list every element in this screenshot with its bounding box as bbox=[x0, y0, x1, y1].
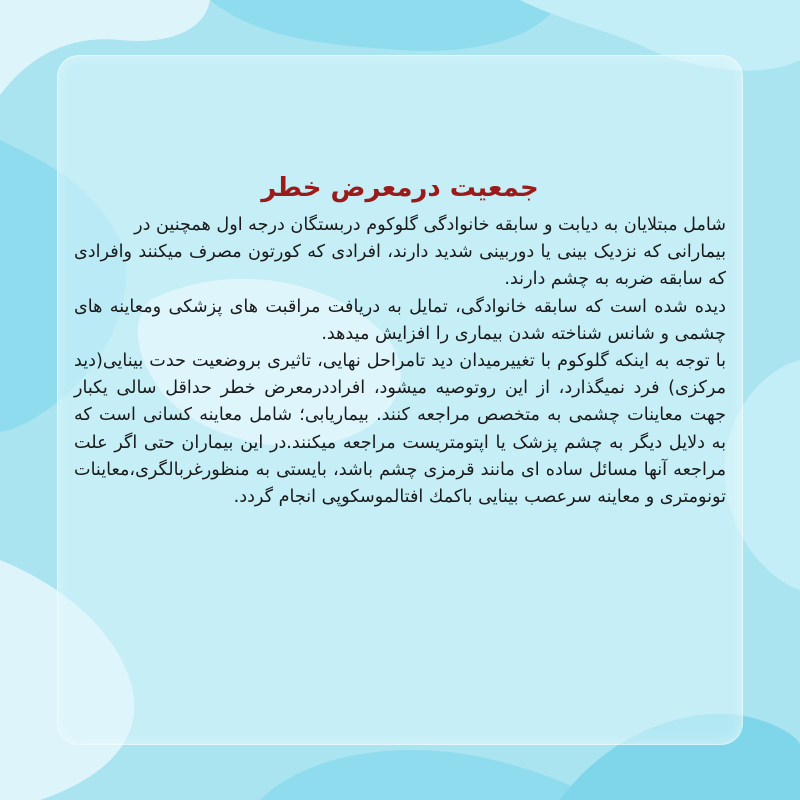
paragraph-screening: با توجه به اینکه گلوکوم با تغییرمیدان دید تامراحل نهایی، تاثیری بروضعیت حدت بینایی(دید مرکزی) فرد نمیگذارد، از این روتوصیه میشود، افراددرمعرض خطر حداقل سالی یکبار جهت معاینات چشمی به متخصص مراجعه کنند. بیماریابی؛ شامل معاینه کسانی است که به دلایل دیگر به چشم پزشک یا اپتومتریست مراجعه میکنند.در این بیماران حتی اگر علت مراجعه آنها مسائل ساده ای مانند قرمزی چشم باشد، بایستی به منظورغربالگری،معاینات تونومتری و معاینه سرعصب بینایی باکمك افتالموسکوپی انجام گردد. bbox=[74, 351, 726, 508]
post-body bbox=[74, 212, 726, 511]
paragraph-risk-groups: شامل مبتلایان به دیابت و سابقه خانوادگی گلوکوم دربستگان درجه اول همچنین در bbox=[134, 215, 726, 235]
paragraph-risk-patients: بیمارانی که نزدیک بینی یا دوربینی شدید دارند، افرادی که کورتون مصرف میکنند وافرادی که سابقه ضربه به چشم دارند. bbox=[74, 242, 726, 290]
post-title: جمعیت درمعرض خطر bbox=[261, 173, 539, 203]
paragraph-family-history: دیده شده است که سابقه خانوادگی، تمایل به دریافت مراقبت های پزشکی ومعاینه های چشمی و شانس شناخته شدن بیماری را افزایش میدهد. bbox=[74, 296, 726, 344]
